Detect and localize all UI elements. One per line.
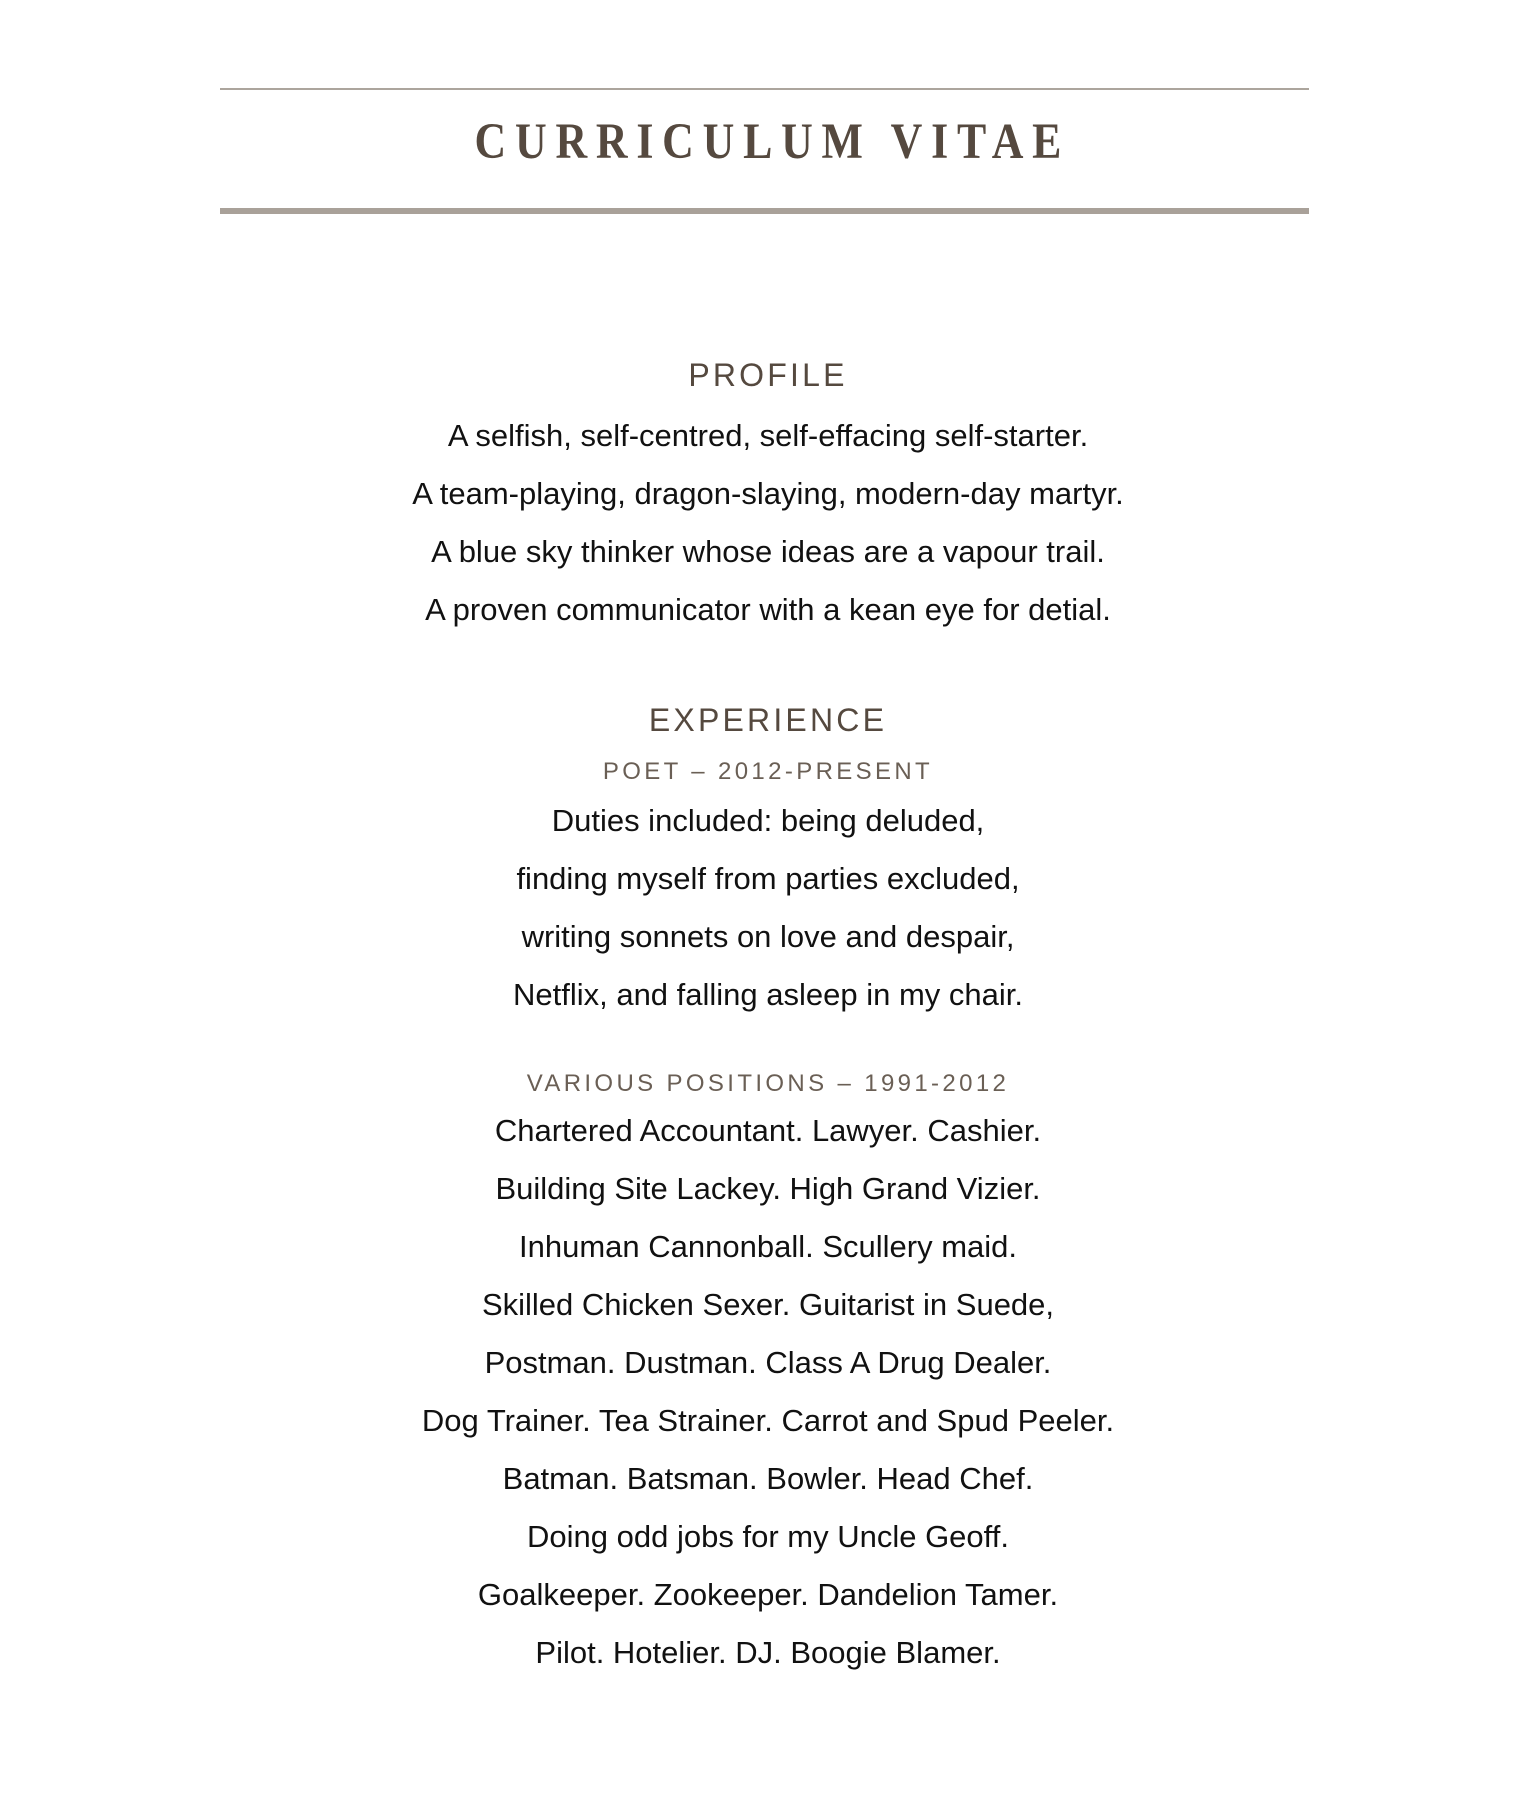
profile-lines [0,407,1536,639]
job-line: Doing odd jobs for my Uncle Geoff. [527,1519,1009,1554]
document-title: CURRICULUM VITAE [474,114,1071,170]
job-line: Netflix, and falling asleep in my chair. [512,977,1024,1012]
profile-line: A selfish, self-centred, self-effacing self-starter. [447,418,1089,453]
profile-line: A team-playing, dragon-slaying, modern-day martyr. [412,476,1124,511]
job-line: finding myself from parties excluded, [516,861,1020,896]
job-line: Skilled Chicken Sexer. Guitarist in Suede, [481,1287,1055,1322]
experience-heading: EXPERIENCE [648,702,888,738]
job-line: Pilot. Hotelier. DJ. Boogie Blamer. [535,1635,1001,1670]
job-line: Building Site Lackey. High Grand Vizier. [495,1171,1041,1206]
job-poet-lines [0,792,1536,1024]
profile-line: A proven communicator with a kean eye for detial. [425,592,1111,627]
top-divider [220,88,1309,90]
job-line: writing sonnets on love and despair, [521,919,1015,954]
profile-heading: PROFILE [688,357,848,393]
profile-line: A blue sky thinker whose ideas are a vapour trail. [431,534,1105,569]
title-underline [220,208,1309,214]
job-line: Duties included: being deluded, [551,803,985,838]
job-various-lines [0,1102,1536,1682]
job-line: Postman. Dustman. Class A Drug Dealer. [484,1345,1052,1380]
job-title-various: VARIOUS POSITIONS – 1991-2012 [526,1070,1010,1097]
job-line: Batman. Batsman. Bowler. Head Chef. [502,1461,1034,1496]
job-line: Inhuman Cannonball. Scullery maid. [519,1229,1017,1264]
job-title-poet: POET – 2012-PRESENT [602,758,934,785]
job-line: Chartered Accountant. Lawyer. Cashier. [494,1113,1042,1148]
job-line: Dog Trainer. Tea Strainer. Carrot and Spud Peeler. [421,1403,1115,1438]
job-line: Goalkeeper. Zookeeper. Dandelion Tamer. [477,1577,1059,1612]
